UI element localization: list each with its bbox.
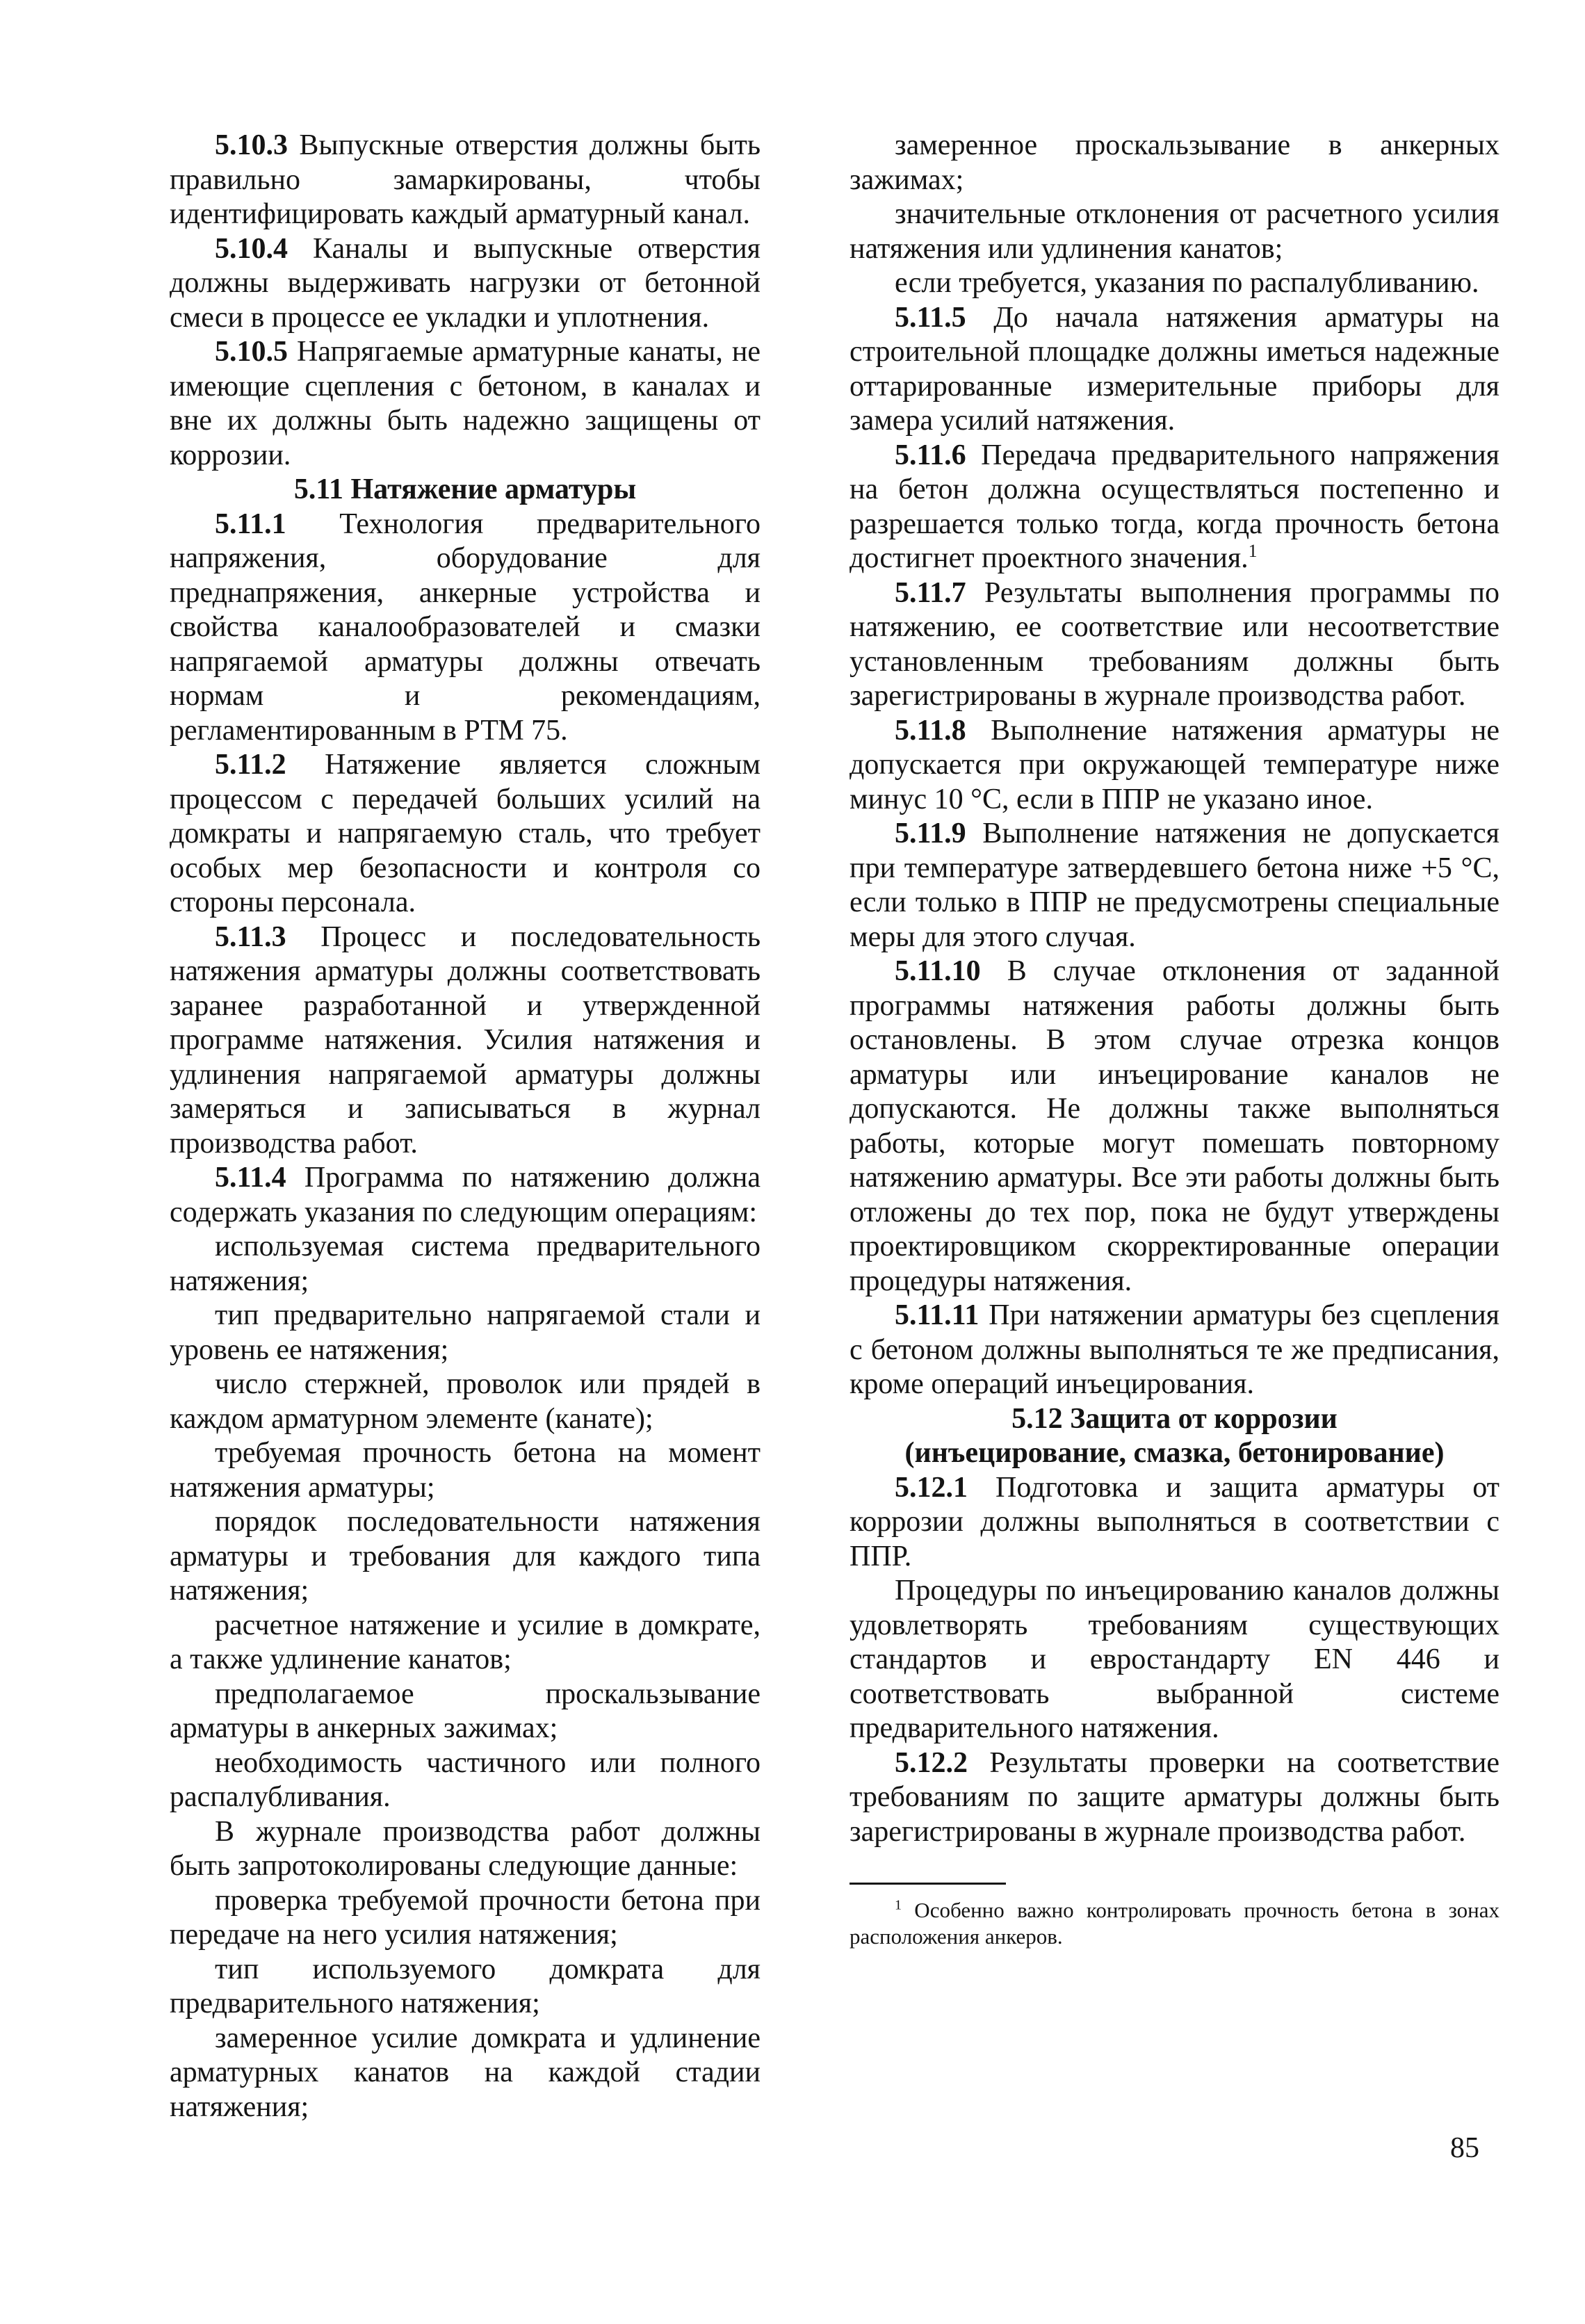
footnote-divider xyxy=(850,1883,1006,1885)
list-item: порядок последовательности натяжения арматуры и требования для каждого типа натяжения; xyxy=(170,1506,761,1607)
list-item: проверка требуемой прочности бетона при передаче на него усилия натяжения; xyxy=(170,1884,761,1951)
list-item: число стержней, проволок или прядей в каждом арматурном элементе (канате); xyxy=(170,1368,761,1435)
list-item: замеренное проскальзывание в анкерных зажимах; xyxy=(850,129,1499,196)
paragraph-5-10-5: 5.10.5 Напрягаемые арматурные канаты, не имеющие сцепления с бетоном, в каналах и вне их должны быть надежно защищены от коррозии. xyxy=(170,336,761,471)
page-number: 85 xyxy=(1450,2132,1479,2164)
paragraph-5-10-3: 5.10.3 Выпускные отверстия должны быть правильно замаркированы, чтобы идентифицировать каждый арматурный канал. xyxy=(170,129,761,230)
paragraph-5-11-9: 5.11.9 Выполнение натяжения не допускается при температуре затвердевшего бетона ниже +5 °С, если только в ППР не предусмотрены специальные меры для этого случая. xyxy=(850,818,1499,953)
paragraph-5-12-2: 5.12.2 Результаты проверки на соответствие требованиям по защите арматуры должны быть зарегистрированы в журнале производства работ. xyxy=(850,1746,1499,1848)
list-item: если требуется, указания по распалубливанию. xyxy=(895,267,1479,299)
left-column xyxy=(170,129,761,2124)
list-item: требуемая прочность бетона на момент натяжения арматуры; xyxy=(170,1437,761,1504)
paragraph-5-11-4: 5.11.4 Программа по натяжению должна содержать указания по следующим операциям: xyxy=(170,1162,761,1228)
footnote: $^1$ Особенно важно контролировать прочность бетона в зонах расположения анкеров. xyxy=(850,1897,1499,1949)
section-heading-5-11: 5.11 Натяжение арматуры xyxy=(293,473,637,505)
paragraph-5-11-3: 5.11.3 Процесс и последовательность натяжения арматуры должны соответствовать заранее разработанной и утвержденной программе натяжения. Усилия натяжения и удлинения напрягаемой арматуры должны замеряться и записываться в журнал производства работ. xyxy=(170,920,761,1160)
paragraph-journal-intro: В журнале производства работ должны быть запротоколированы следующие данные: xyxy=(170,1815,761,1882)
list-item: предполагаемое проскальзывание арматуры в анкерных зажимах; xyxy=(170,1677,761,1744)
paragraph-5-11-8: 5.11.8 Выполнение натяжения арматуры не допускается при окружающей температуре ниже минус 10 °С, если в ППР не указано иное. xyxy=(850,714,1499,815)
footnote-marker: 1 xyxy=(1248,541,1258,561)
paragraph-5-11-2: 5.11.2 Натяжение является сложным процессом с передачей больших усилий на домкраты и напрягаемую сталь, что требует особых мер безопасности и контроля со стороны персонала. xyxy=(170,749,761,918)
list-item: тип используемого домкрата для предварительного натяжения; xyxy=(170,1953,761,2020)
paragraph-5-12-1-cont: Процедуры по инъецированию каналов должны удовлетворять требованиям существующих стандартов и евростандарту EN 446 и соответствовать выбранной системе предварительного натяжения. xyxy=(850,1575,1499,1744)
right-column xyxy=(850,129,1499,1950)
paragraph-5-10-4: 5.10.4 Каналы и выпускные отверстия должны выдерживать нагрузки от бетонной смеси в процессе ее укладки и уплотнения. xyxy=(170,232,761,334)
paragraph-5-11-11: 5.11.11 При натяжении арматуры без сцепления с бетоном должны выполняться те же предписания, кроме операций инъецирования. xyxy=(850,1299,1499,1400)
paragraph-5-11-10: 5.11.10 В случае отклонения от заданной программы натяжения работы должны быть остановлены. В этом случае отрезка концов арматуры или инъецирование каналов не допускаются. Не должны также выполняться работы, которые могут помешать повторному натяжению арматуры. Все эти работы должны быть отложены до тех пор, пока не будут утверждены проектировщиком скорректированные операции процедуры натяжения. xyxy=(850,955,1499,1297)
list-item: значительные отклонения от расчетного усилия натяжения или удлинения канатов; xyxy=(850,198,1499,265)
list-item: тип предварительно напрягаемой стали и уровень ее натяжения; xyxy=(170,1299,761,1366)
paragraph-5-11-5: 5.11.5 До начала натяжения арматуры на строительной площадке должны иметься надежные оттарированные измерительные приборы для замера усилий натяжения. xyxy=(850,301,1499,437)
paragraph-5-11-1: 5.11.1 Технология предварительного напряжения, оборудование для преднапряжения, анкерные устройства и свойства каналообразователей и смазки напрягаемой арматуры должны отвечать нормам и рекомендациям, регламентированным в РТМ 75. xyxy=(170,507,761,747)
section-heading-5-12: 5.12 Защита от коррозии (инъецирование, смазка, бетонирование) xyxy=(904,1402,1445,1469)
paragraph-5-12-1: 5.12.1 Подготовка и защита арматуры от коррозии должны выполняться в соответствии с ППР. xyxy=(850,1471,1499,1573)
paragraph-5-11-7: 5.11.7 Результаты выполнения программы по натяжению, ее соответствие или несоответствие установленным требованиям должны быть зарегистрированы в журнале производства работ. xyxy=(850,576,1499,712)
list-item: расчетное натяжение и усилие в домкрате, а также удлинение канатов; xyxy=(170,1609,761,1675)
list-item: используемая система предварительного натяжения; xyxy=(170,1230,761,1297)
paragraph-5-11-6: 5.11.6 Передача предварительного напряжения на бетон должна осуществляться постепенно и разрешается только тогда, когда прочность бетона достигнет проектного значения.$^1$ xyxy=(850,439,1499,574)
list-item: замеренное усилие домкрата и удлинение арматурных канатов на каждой стадии натяжения; xyxy=(170,2022,761,2123)
list-item: необходимость частичного или полного распалубливания. xyxy=(170,1746,761,1813)
